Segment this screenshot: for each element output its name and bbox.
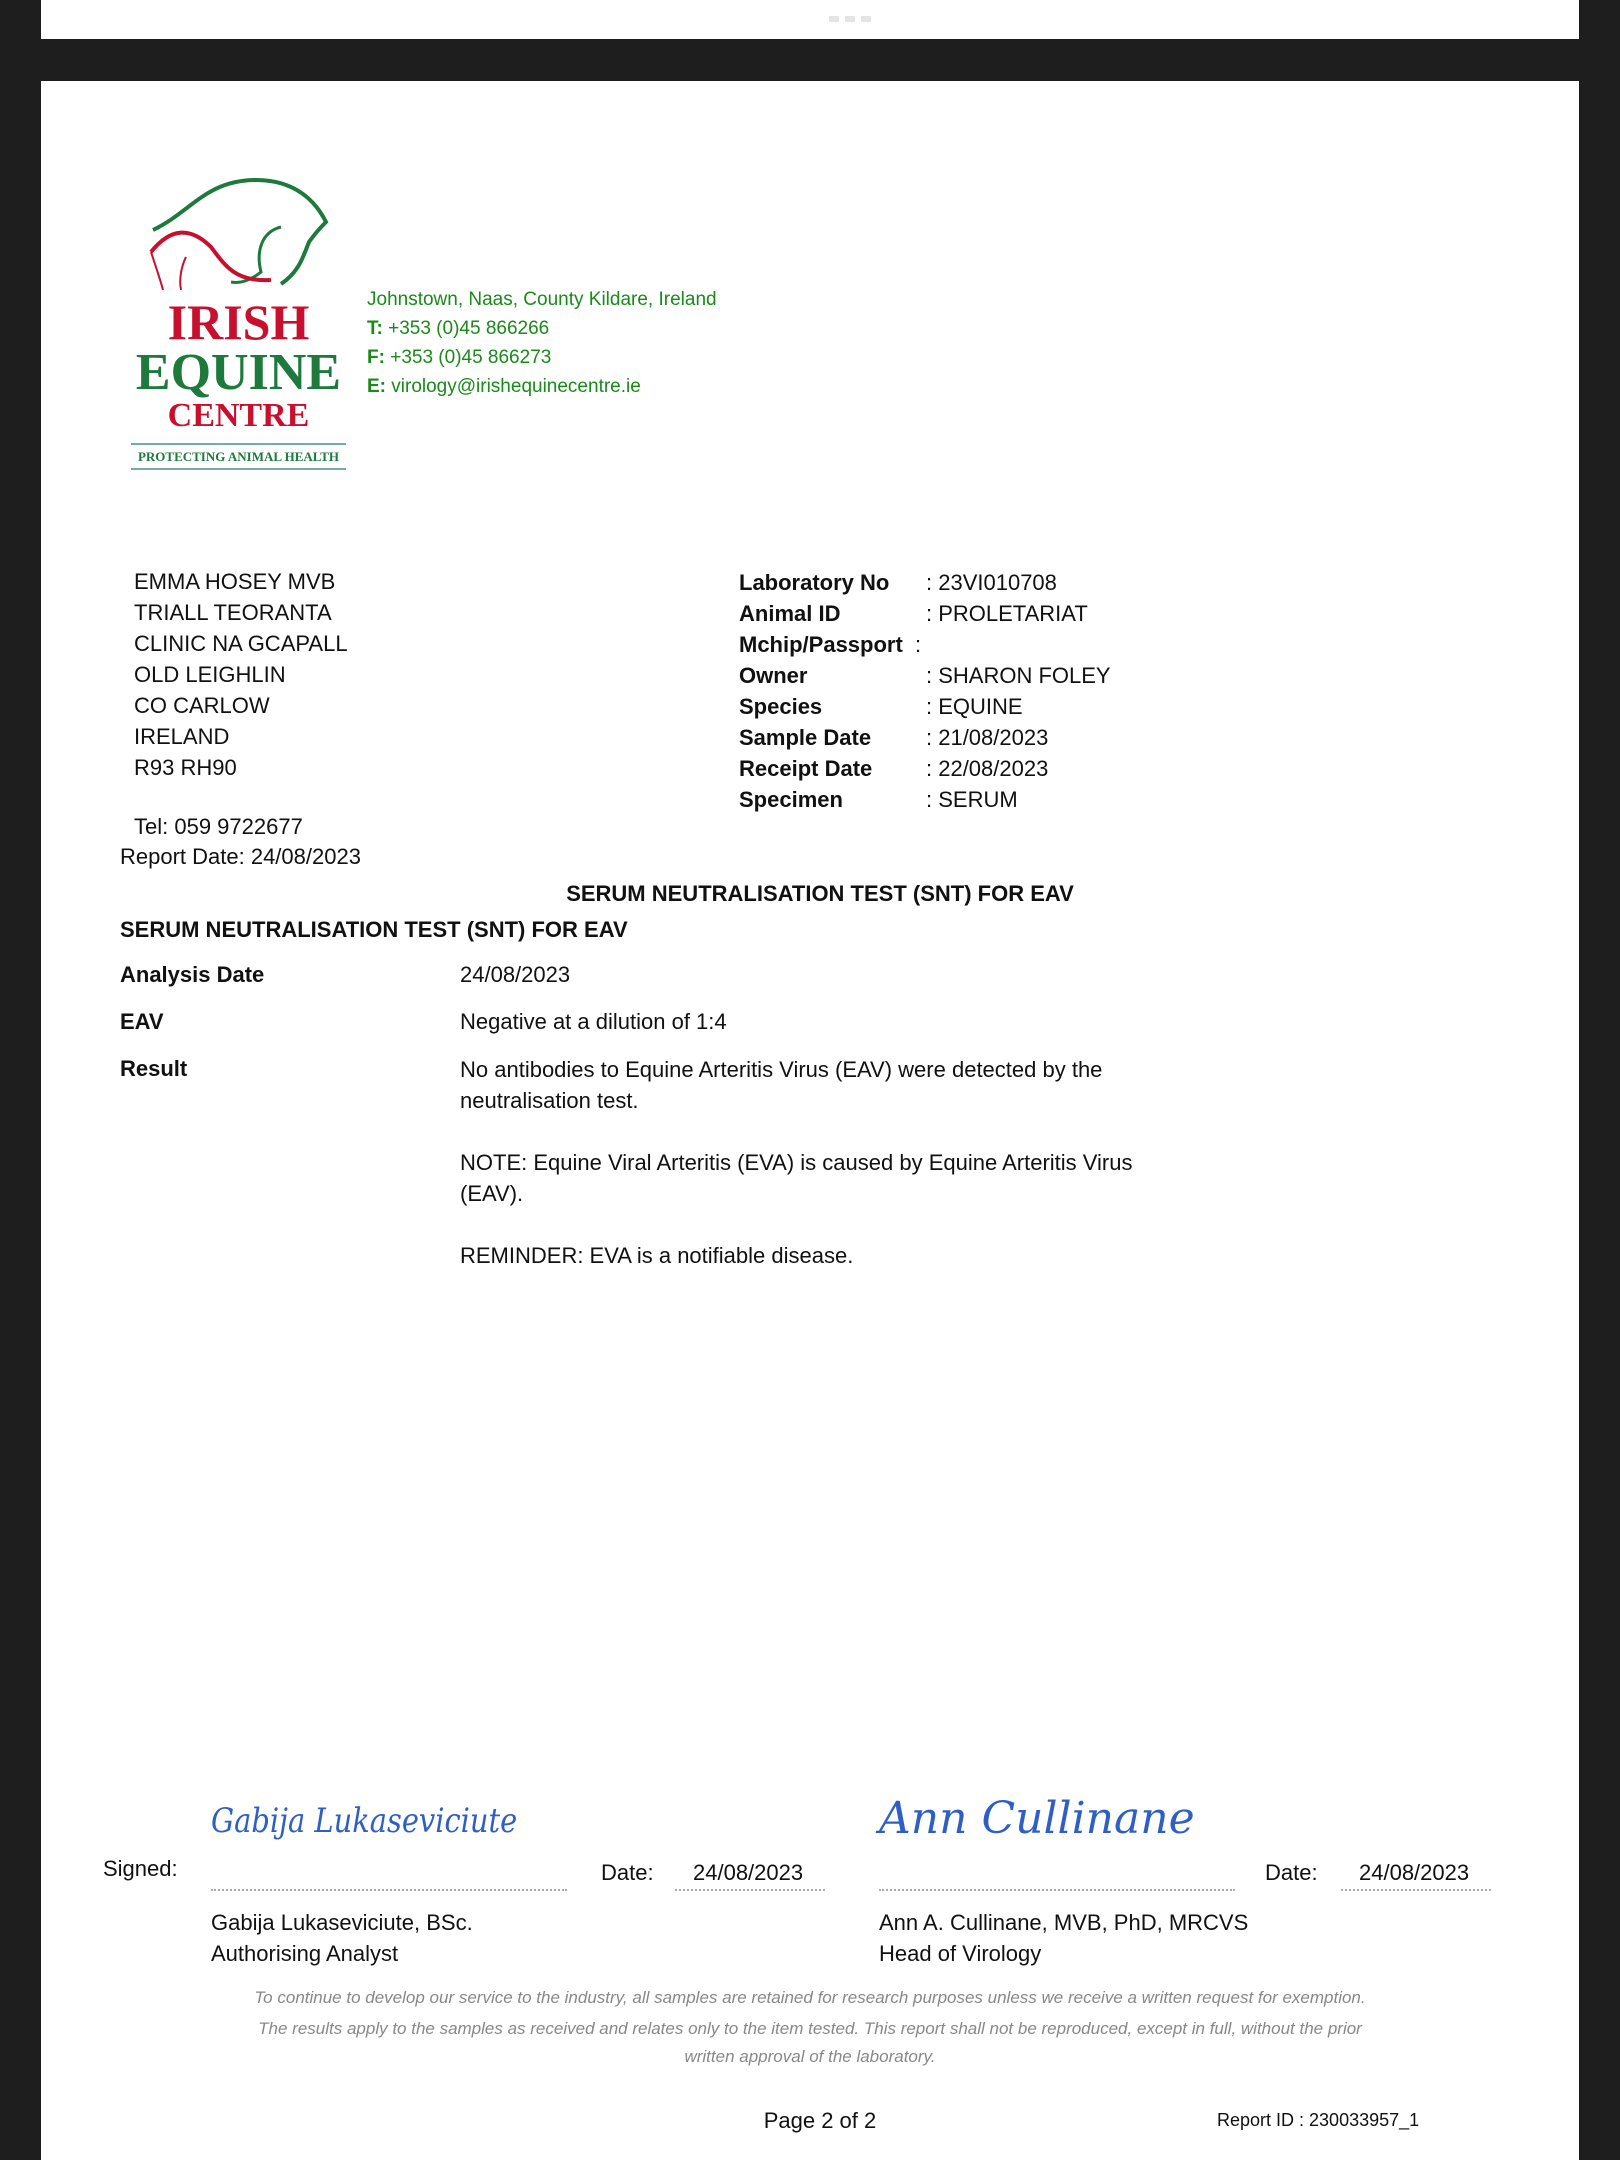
detail-label: Animal ID	[739, 601, 841, 626]
detail-value: : 23VI010708	[926, 570, 1057, 595]
report-date: Report Date: 24/08/2023	[120, 844, 361, 869]
detail-label: Laboratory No	[739, 570, 890, 595]
email-label: E:	[367, 376, 386, 397]
sig2-date: 24/08/2023	[1359, 1860, 1470, 1885]
result-note: NOTE: Equine Viral Arteritis (EVA) is caused by Equine Arteritis Virus	[460, 1150, 1133, 1175]
footer-retention-note: To continue to develop our service to the industry, all samples are retained for research purposes unless we receive a written request for exemption.	[254, 1988, 1366, 2007]
horse-logo-icon	[131, 172, 346, 292]
report-page	[41, 81, 1579, 2160]
lab-email[interactable]: virology@irishequinecentre.ie	[391, 376, 641, 397]
logo-centre: CENTRE	[167, 397, 310, 434]
recipient-line: CO CARLOW	[134, 693, 270, 718]
sample-details	[739, 567, 1111, 815]
recipient-line: IRELAND	[134, 724, 230, 749]
footer-disclaimer: The results apply to the samples as received and relates only to the item tested. This report shall not be reproduced, except in full, without the prior	[258, 2019, 1362, 2038]
lab-logo	[131, 172, 346, 462]
page-number: Page 2 of 2	[763, 2108, 877, 2133]
footer-disclaimer-cont: written approval of the laboratory.	[684, 2047, 936, 2066]
detail-label: Owner	[739, 663, 808, 688]
sig1-role: Authorising Analyst	[211, 1941, 399, 1966]
signed-label: Signed:	[103, 1856, 178, 1881]
signature-line	[879, 1889, 1235, 1891]
report-id: Report ID : 230033957_1	[1217, 2110, 1420, 2130]
eav-label: EAV	[120, 1009, 164, 1034]
result-line: neutralisation test.	[460, 1088, 639, 1113]
detail-label: Species	[739, 694, 823, 719]
viewer-top-strip	[41, 0, 1579, 39]
recipient-line: CLINIC NA GCAPALL	[134, 631, 348, 656]
result-label: Result	[120, 1056, 188, 1081]
recipient-line: TRIALL TEORANTA	[134, 600, 332, 625]
recipient-line: EMMA HOSEY MVB	[134, 569, 336, 594]
tel-label: T:	[367, 318, 383, 339]
result-line: No antibodies to Equine Arteritis Virus (EAV) were detected by the	[460, 1057, 1103, 1082]
drag-handle[interactable]	[829, 16, 873, 22]
date-line	[1341, 1889, 1491, 1891]
lab-phone: +353 (0)45 866266	[388, 318, 550, 339]
logo-tagline: PROTECTING ANIMAL HEALTH	[131, 443, 346, 470]
sig2-name: Ann A. Cullinane, MVB, PhD, MRCVS	[879, 1910, 1249, 1935]
result-reminder: REMINDER: EVA is a notifiable disease.	[460, 1243, 854, 1268]
date-label: Date:	[601, 1860, 654, 1885]
test-title: SERUM NEUTRALISATION TEST (SNT) FOR EAV	[120, 917, 628, 942]
recipient-line: OLD LEIGHLIN	[134, 662, 286, 687]
detail-value: : 21/08/2023	[926, 725, 1049, 750]
detail-label: Receipt Date	[739, 756, 873, 781]
result-note: (EAV).	[460, 1181, 524, 1206]
detail-value: :	[915, 632, 922, 657]
fax-label: F:	[367, 347, 385, 368]
sig2-role: Head of Virology	[879, 1941, 1042, 1966]
lab-contact	[367, 285, 717, 401]
logo-irish: IRISH	[167, 294, 310, 350]
recipient-line: R93 RH90	[134, 755, 237, 780]
date-line	[675, 1889, 825, 1891]
detail-label: Sample Date	[739, 725, 872, 750]
signature-gabija: Gabija Lukaseviciute	[211, 1801, 518, 1841]
detail-value: : SHARON FOLEY	[926, 663, 1111, 688]
signature-line	[211, 1889, 567, 1891]
date-label: Date:	[1265, 1860, 1318, 1885]
detail-value: : SERUM	[926, 787, 1018, 812]
recipient-tel: Tel: 059 9722677	[134, 814, 303, 839]
detail-value: : EQUINE	[926, 694, 1023, 719]
logo-equine: EQUINE	[135, 344, 342, 401]
detail-label: Mchip/Passport	[739, 632, 903, 657]
test-title-center: SERUM NEUTRALISATION TEST (SNT) FOR EAV	[566, 881, 1074, 906]
detail-value: : 22/08/2023	[926, 756, 1049, 781]
lab-address: Johnstown, Naas, County Kildare, Ireland	[367, 289, 717, 310]
sig1-date: 24/08/2023	[693, 1860, 804, 1885]
signature-cullinane: Ann Cullinane	[879, 1793, 1195, 1844]
analysis-date-label: Analysis Date	[120, 962, 265, 987]
sig1-name: Gabija Lukaseviciute, BSc.	[211, 1910, 473, 1935]
analysis-date-value: 24/08/2023	[460, 962, 571, 987]
detail-value: : PROLETARIAT	[926, 601, 1088, 626]
detail-label: Specimen	[739, 787, 843, 812]
eav-value: Negative at a dilution of 1:4	[460, 1009, 727, 1034]
lab-fax: +353 (0)45 866273	[390, 347, 552, 368]
recipient-address	[134, 566, 348, 783]
